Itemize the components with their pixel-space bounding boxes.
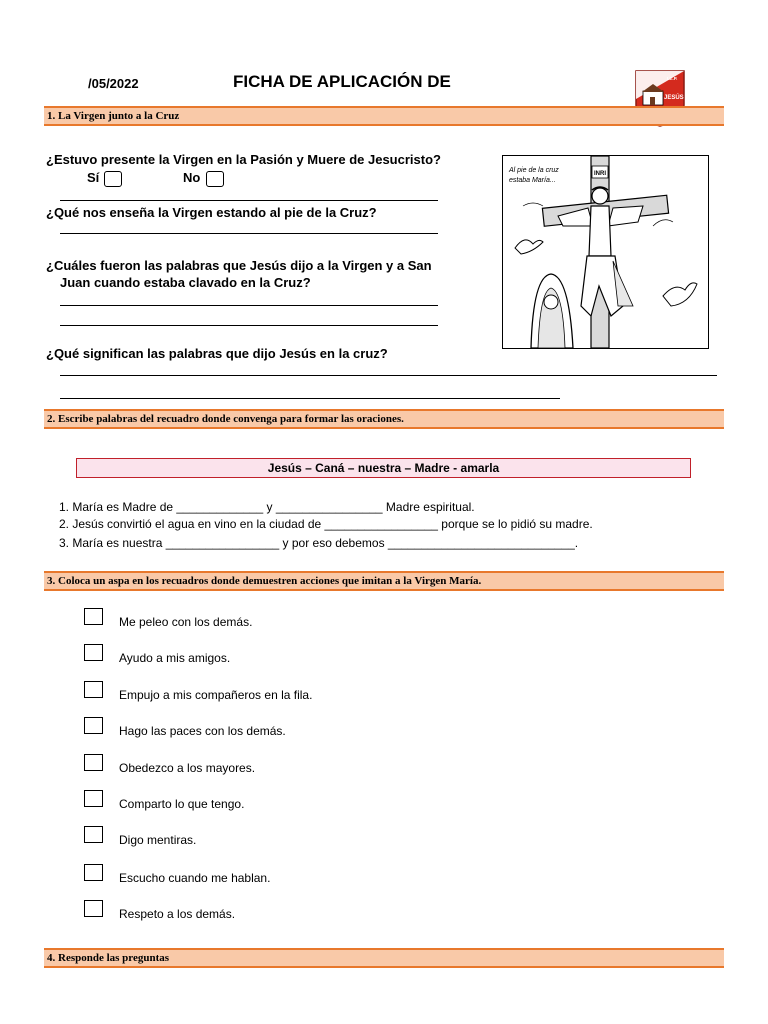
section-1-heading: 1. La Virgen junto a la Cruz: [44, 106, 724, 126]
section-2-heading: 2. Escribe palabras del recuadro donde convenga para formar las oraciones.: [44, 409, 724, 429]
illustration-caption: Al pie de la cruz estaba María...: [509, 167, 559, 184]
question-4: ¿Qué significan las palabras que dijo Jesús en la cruz?: [46, 346, 388, 361]
checklist-label: Digo mentiras.: [119, 833, 197, 847]
checklist-label: Hago las paces con los demás.: [119, 724, 286, 738]
inri-sign: INRI: [594, 171, 606, 177]
checklist-checkbox[interactable]: [84, 900, 103, 917]
sentence-1: 1. María es Madre de _____________ y ________________ Madre espiritual.: [59, 500, 475, 514]
sentence-2: 2. Jesús convirtió el agua en vino en la ciudad de _________________ porque se lo pidió su madre.: [59, 517, 593, 531]
checklist-label: Comparto lo que tengo.: [119, 797, 245, 811]
section-4-heading: 4. Responde las preguntas: [44, 948, 724, 968]
answer-line[interactable]: [60, 325, 438, 326]
checklist-checkbox[interactable]: [84, 754, 103, 771]
checklist-label: Escucho cuando me hablan.: [119, 871, 271, 885]
answer-line[interactable]: [60, 305, 438, 306]
checklist-label: Ayudo a mis amigos.: [119, 651, 231, 665]
answer-line[interactable]: [60, 233, 438, 234]
checklist-label: Respeto a los demás.: [119, 907, 236, 921]
checklist-label: Obedezco a los mayores.: [119, 761, 256, 775]
yes-label: Sí: [87, 170, 100, 185]
checklist-checkbox[interactable]: [84, 790, 103, 807]
checklist-label: Empujo a mis compañeros en la fila.: [119, 688, 313, 702]
worksheet-title: FICHA DE APLICACIÓN DE: [233, 72, 451, 91]
sentence-3: 3. María es nuestra _________________ y por eso debemos ____________________________.: [59, 536, 579, 550]
checklist-label: Me peleo con los demás.: [119, 615, 253, 629]
svg-text:JESÚS: JESÚS: [664, 95, 684, 101]
crucifixion-illustration: [502, 155, 709, 349]
yes-checkbox[interactable]: [104, 171, 122, 187]
worksheet-date: /05/2022: [88, 76, 139, 91]
checklist-checkbox[interactable]: [84, 717, 103, 734]
no-label: No: [183, 170, 201, 185]
no-checkbox[interactable]: [206, 171, 224, 187]
checklist-checkbox[interactable]: [84, 681, 103, 698]
question-3-line-1: ¿Cuáles fueron las palabras que Jesús dijo a la Virgen y a San: [46, 258, 432, 273]
checklist-checkbox[interactable]: [84, 608, 103, 625]
question-1: ¿Estuvo presente la Virgen en la Pasión y Muere de Jesucristo?: [46, 152, 441, 167]
checklist-checkbox[interactable]: [84, 864, 103, 881]
section-3-heading: 3. Coloca un aspa en los recuadros donde demuestren acciones que imitan a la Virgen María.: [44, 571, 724, 591]
svg-text:I.E.P.: I.E.P.: [667, 76, 678, 81]
checklist-checkbox[interactable]: [84, 826, 103, 843]
question-3-line-2: Juan cuando estaba clavado en la Cruz?: [60, 275, 311, 290]
answer-line[interactable]: [60, 398, 560, 399]
checklist-checkbox[interactable]: [84, 644, 103, 661]
question-2: ¿Qué nos enseña la Virgen estando al pie de la Cruz?: [46, 205, 377, 220]
word-bank-box: Jesús – Caná – nuestra – Madre - amarla: [76, 458, 691, 478]
answer-line[interactable]: [60, 200, 438, 201]
answer-line[interactable]: [60, 375, 717, 376]
